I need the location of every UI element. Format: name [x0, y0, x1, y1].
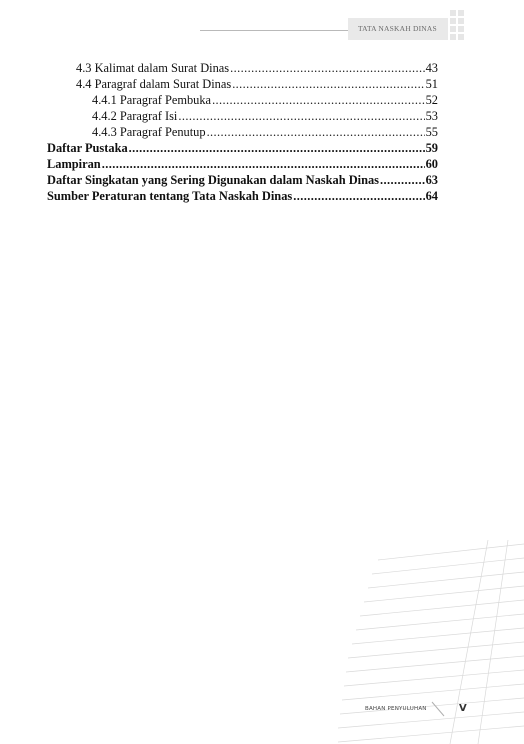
toc-entry-page: 55 [425, 125, 438, 139]
toc-entry-page: 43 [425, 61, 438, 75]
toc-entry[interactable] [47, 172, 438, 188]
toc-entry-title: 4.4.2 Paragraf Isi [92, 109, 178, 123]
toc-leader-dots [102, 156, 425, 172]
page-number: V [459, 703, 467, 714]
toc-leader-dots [129, 140, 425, 156]
toc-leader-dots [207, 124, 425, 140]
toc-entry[interactable] [47, 140, 438, 156]
running-header: TATA NASKAH DINAS [348, 18, 448, 40]
toc-entry[interactable] [47, 124, 438, 140]
toc-entry-title: Daftar Singkatan yang Sering Digunakan dalam Naskah Dinas [47, 173, 379, 187]
toc-entry-title: 4.4 Paragraf dalam Surat Dinas [76, 77, 232, 91]
toc-leader-dots [212, 92, 425, 108]
toc-entry-page: 51 [425, 77, 438, 91]
toc-entry[interactable] [47, 108, 438, 124]
toc-entry-title: Lampiran [47, 157, 101, 171]
toc-entry-title: Daftar Pustaka [47, 141, 128, 155]
header-rule [200, 30, 348, 31]
toc-entry-page: 53 [425, 109, 438, 123]
footer-label: BAHAN PENYULUHAN [365, 706, 427, 712]
toc-entry-page: 52 [425, 93, 438, 107]
toc-entry-page: 63 [425, 173, 438, 187]
toc-entry[interactable] [47, 188, 438, 204]
toc-entry[interactable] [47, 156, 438, 172]
toc-entry-title: Sumber Peraturan tentang Tata Naskah Dinas [47, 189, 293, 203]
toc-leader-dots [293, 188, 424, 204]
toc-entry[interactable] [47, 60, 438, 76]
grid-decoration-icon [450, 10, 464, 40]
toc-leader-dots [178, 108, 424, 124]
toc-entry[interactable] [47, 76, 438, 92]
toc-entry-title: 4.4.3 Paragraf Penutup [92, 125, 206, 139]
toc-entry-page: 59 [425, 141, 438, 155]
toc-entry-page: 64 [425, 189, 438, 203]
footer-divider-icon [430, 700, 446, 718]
toc-entry[interactable] [47, 92, 438, 108]
toc-entry-title: 4.4.1 Paragraf Pembuka [92, 93, 212, 107]
toc-leader-dots [380, 172, 425, 188]
toc-entry-page: 60 [425, 157, 438, 171]
toc-leader-dots [230, 60, 424, 76]
toc-entry-title: 4.3 Kalimat dalam Surat Dinas [76, 61, 230, 75]
table-of-contents [47, 60, 438, 204]
toc-leader-dots [232, 76, 424, 92]
